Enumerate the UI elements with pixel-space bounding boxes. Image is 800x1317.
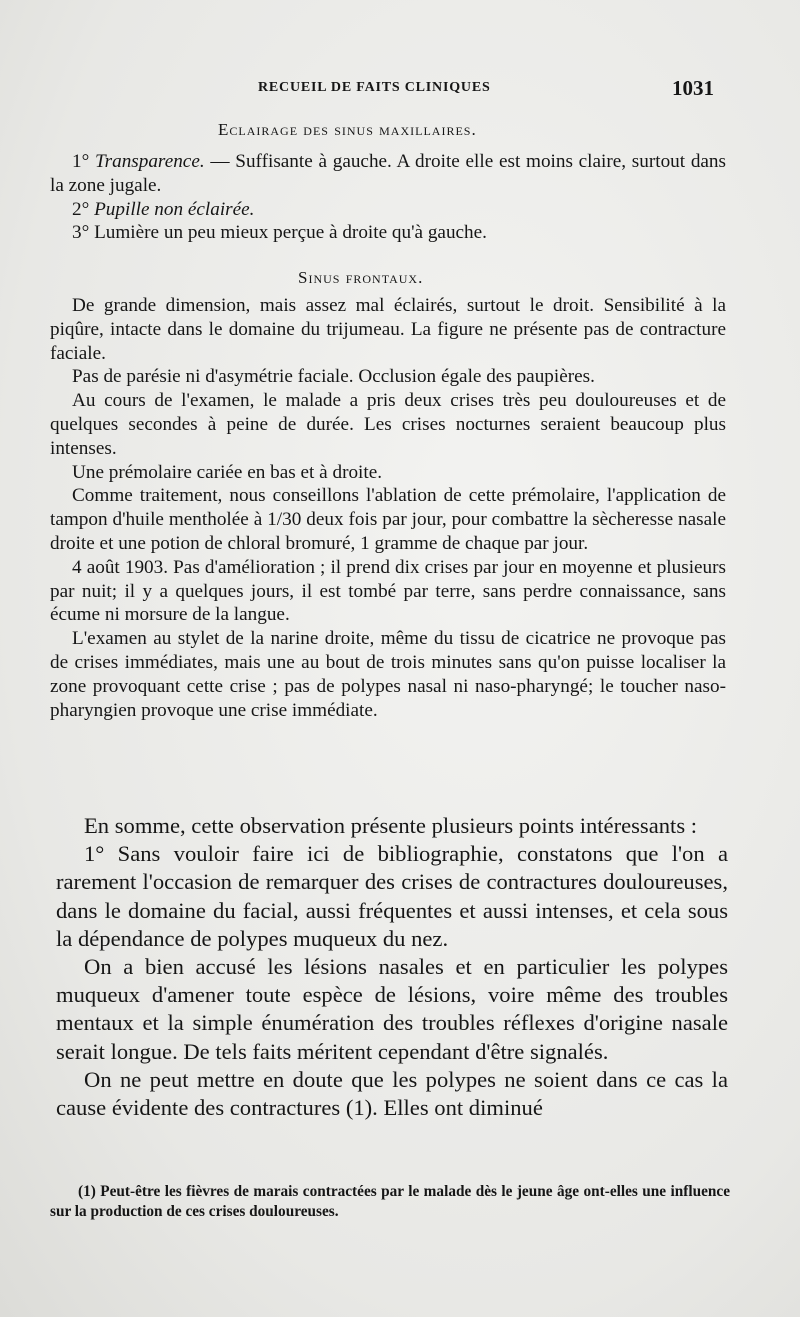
item-1-text: — Suffisante à gauche. A droite elle est moins claire, surtout dans la zone jugale. — [50, 151, 726, 196]
paragraph-premolaire: Une prémolaire cariée en bas et à droite. — [72, 461, 383, 483]
item-2 — [50, 198, 726, 222]
paragraph-paresie: Pas de parésie ni d'asymétrie faciale. Occlusion égale des paupières. — [72, 366, 595, 388]
paragraph-4-aout: 4 août 1903. Pas d'amélioration ; il prend dix crises par jour en moyenne et plusieurs par nuit; il y a quelques jours, il est tombé par terre, sans perdre connaissance, sans écume ni morsure de la langue. — [50, 556, 726, 626]
item-1 — [50, 150, 726, 198]
items-block — [50, 150, 726, 245]
paragraph-stylet: L'examen au stylet de la narine droite, même du tissu de cicatrice ne provoque pas de crises immédiates, mais une au bout de trois minutes sans qu'on puisse localiser la zone provoquant cette crise ; pas de polypes nasal ni naso-pharyngé; le toucher naso-pharyngien provoque une crise immédiate. — [50, 628, 726, 721]
running-head: RECUEIL DE FAITS CLINIQUES — [258, 80, 491, 95]
paragraph-examen-crises: Au cours de l'examen, le malade a pris deux crises très peu douloureuses et de quelques secondes à peine de durée. Les crises nocturnes seraient beaucoup plus intenses. — [50, 390, 726, 459]
large-text-block — [56, 812, 728, 1122]
footnote: (1) Peut-être les fièvres de marais contractées par le malade dès le jeune âge ont-elles une influence sur la production de ces crises douloureuses. — [50, 1183, 730, 1220]
item-1-label: Transparence. — [95, 151, 205, 172]
item-2-number: 2° — [72, 198, 90, 220]
item-2-label: Pupille non éclairée. — [94, 198, 255, 220]
paragraph-traitement: Comme traitement, nous conseillons l'ablation de cette prémolaire, l'application de tampon d'huile mentholée à 1/30 deux fois par jour, pour combattre la sècheresse nasale droite et une potion de chloral bromuré, 1 gramme de chaque par jour. — [50, 485, 726, 554]
item-1-number: 1° — [72, 151, 90, 172]
paragraph-point-1: 1° Sans vouloir faire ici de bibliographie, constatons que l'on a rarement l'occasion de remarquer des crises de contractures douloureuses, dans le domaine du facial, aussi fréquentes et aussi intenses, et cela sous la dépendance de polypes muqueux du nez. — [56, 841, 728, 951]
paragraph-polypes-cause: On ne peut mettre en doute que les polypes ne soient dans ce cas la cause évidente des contractures (1). Elles ont diminué — [56, 1066, 728, 1121]
section-title-frontaux: Sinus frontaux. — [298, 268, 424, 287]
page-header — [0, 76, 800, 102]
item-3: 3° Lumière un peu mieux perçue à droite qu'à gauche. — [72, 222, 487, 244]
paragraph-frontaux-description: De grande dimension, mais assez mal éclairés, surtout le droit. Sensibilité à la piqûre, intacte dans le domaine du trijumeau. La figure ne présente pas de contracture faciale. — [50, 295, 726, 364]
paragraph-lesions-nasales: On a bien accusé les lésions nasales et en particulier les polypes muqueux d'amener toute espèce de lésions, voire même des troubles mentaux et la simple énumération des troubles réflexes d'origine nasale serait longue. De tels faits méritent cependant d'être signalés. — [56, 954, 728, 1064]
section-title-maxillaires: Eclairage des sinus maxillaires. — [218, 120, 477, 139]
page-number: 1031 — [672, 76, 714, 100]
small-text-block — [50, 294, 726, 722]
paragraph-en-somme: En somme, cette observation présente plusieurs points intéressants : — [84, 813, 698, 838]
